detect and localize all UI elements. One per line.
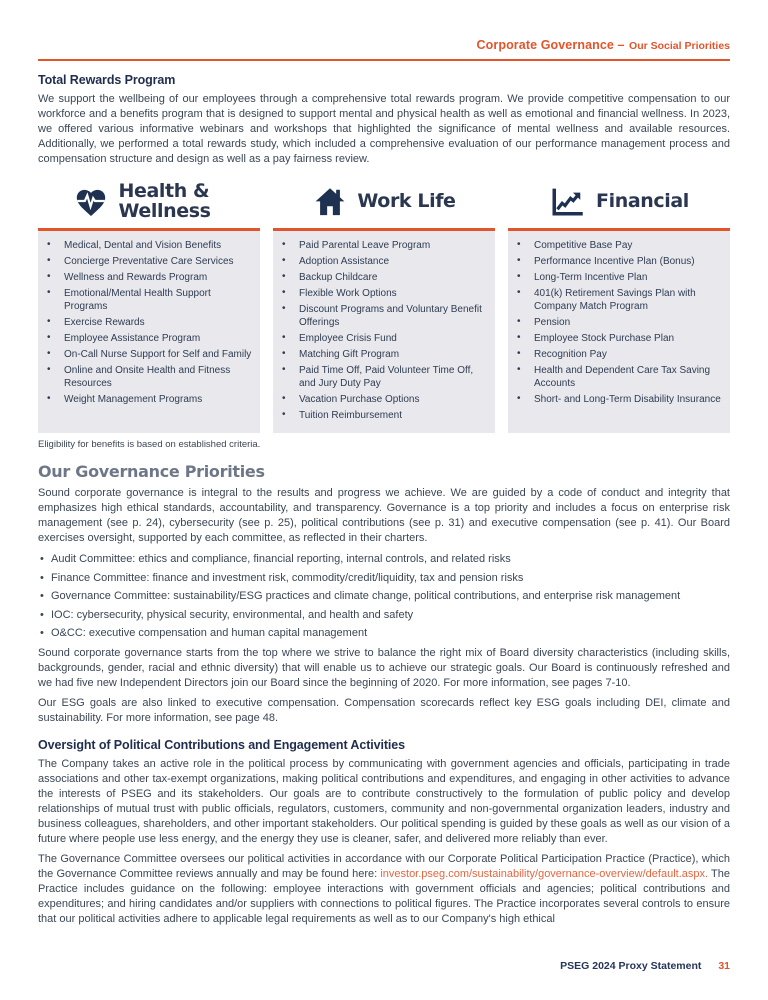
benefit-item: • Wellness and Rewards Program [42,271,254,284]
benefit-item: • Recognition Pay [512,348,724,361]
esg-goals-paragraph: Our ESG goals are also linked to executive compensation. Compensation scorecards reflect key ESG goals including DEI, climate and sustainability. For more information, see page 48. [38,697,730,724]
financial-list [512,239,724,406]
committee-bullet-list [38,552,730,641]
political-paragraph-1: The Company takes an active role in the political process by communicating with government agencies and officials, participating in trade associations and other tax-exempt organizations, making political contributions and expenditures, and engaging in other activities to advance the interests of PSEG and its stakeholders. Our goals are to contribute constructively to the formulation of public policy and develop relationships of mutual trust with public officials, regulators, customers, community and non-governmental organization leaders, industry and business colleagues, shareholders, and other important stakeholders. Our political spending is guided by these goals as well as our vision of a future where people use less energy, and the energy they use is cleaner, safer, and delivered more reliably than ever. [38,758,730,845]
health-wellness-header [38,177,260,225]
benefit-item: • Discount Programs and Voluntary Benefit Offerings [277,303,489,329]
running-header [38,36,730,61]
total-rewards-paragraph: We support the wellbeing of our employees through a comprehensive total rewards program. We provide competitive compensation to our workforce and a benefits program that is designed to support mental and physical health as well as emotional and financial wellness. In 2023, we offered various informative webinars and workshops that highlighted the significance of mental wellness and available resources. Additionally, we performed a total rewards study, which included a comprehensive evaluation of our performance management process and compensation structure and design as well as a pay fairness review. [38,93,730,165]
governance-intro-paragraph: Sound corporate governance is integral to the results and progress we achieve. We are guided by a code of conduct and integrity that emphasizes high ethical standards, accountability, and transparency. Governance is a top priority and includes a focus on enterprise risk management (see p. 24), cybersecurity (see p. 25), political contributions (see p. 31) and executive compensation (see p. 41). Our Board exercises oversight, supported by each committee, as reflected in their charters. [38,487,730,544]
health-wellness-box [38,228,260,433]
benefit-item: • Backup Childcare [277,271,489,284]
benefit-item: • Medical, Dental and Vision Benefits [42,239,254,252]
work-life-box [273,228,495,433]
benefit-item: • Adoption Assistance [277,255,489,268]
benefit-item: • Performance Incentive Plan (Bonus) [512,255,724,268]
political-paragraph-2-post: The Practice includes guidance on the following: employee interactions with government officials and agencies; political contributions and expenditures; and hiring candidates and/or suppliers with connections to political figures. The Practice incorporates several controls to ensure that our political activities adhere to applicable legal requirements as well as to our Company's high ethical [38,868,730,925]
work-life-title: Work Life [357,190,456,212]
benefit-item: • Emotional/Mental Health Support Programs [42,287,254,313]
benefit-item: • Health and Dependent Care Tax Saving Accounts [512,364,724,390]
heart-pulse-icon [72,184,110,218]
financial-box [508,228,730,433]
committee-item: • Governance Committee: sustainability/ESG practices and climate change, political contributions, and enterprise risk management [38,589,730,604]
benefit-item: • Short- and Long-Term Disability Insurance [512,393,724,406]
benefit-item: • Long-Term Incentive Plan [512,271,724,284]
health-wellness-title: Health & Wellness [118,180,211,222]
committee-item: • IOC: cybersecurity, physical security, environmental, and health and safety [38,608,730,623]
benefit-item: • Matching Gift Program [277,348,489,361]
benefits-column-financial [508,177,730,433]
benefit-item: • Pension [512,316,724,329]
benefit-item: • Flexible Work Options [277,287,489,300]
benefit-item: • On-Call Nurse Support for Self and Family [42,348,254,361]
benefit-item: • Vacation Purchase Options [277,393,489,406]
house-icon [312,185,348,218]
health-wellness-list [42,239,254,406]
benefit-item: • Tuition Reimbursement [277,409,489,422]
political-contributions-heading: Oversight of Political Contributions and Engagement Activities [38,738,405,752]
benefit-item: • Paid Time Off, Paid Volunteer Time Off, and Jury Duty Pay [277,364,489,390]
financial-header [508,177,730,225]
benefit-item: • 401(k) Retirement Savings Plan with Company Match Program [512,287,724,313]
governance-priorities-heading: Our Governance Priorities [38,462,265,481]
benefit-item: • Employee Stock Purchase Plan [512,332,724,345]
benefit-item: • Concierge Preventative Care Services [42,255,254,268]
work-life-header [273,177,495,225]
benefit-item: • Employee Assistance Program [42,332,254,345]
total-rewards-heading: Total Rewards Program [38,73,176,87]
footer-document-title: PSEG 2024 Proxy Statement [560,960,702,972]
eligibility-note: Eligibility for benefits is based on established criteria. [38,439,261,450]
benefit-item: • Paid Parental Leave Program [277,239,489,252]
header-subsection-title: Our Social Priorities [629,40,730,52]
benefit-item: • Employee Crisis Fund [277,332,489,345]
governance-overview-link[interactable]: investor.pseg.com/sustainability/governance-overview/default.aspx. [380,868,709,880]
financial-title: Financial [596,190,689,212]
benefits-columns [38,177,730,433]
trend-up-chart-icon [549,185,587,218]
political-paragraph-2-pre: The Governance Committee oversees our political activities in accordance with our Corporate Political Participation Practice (Practice), which the Governance Committee reviews annually and may be found here: [38,853,730,880]
benefit-item: • Weight Management Programs [42,393,254,406]
benefit-item: • Exercise Rewards [42,316,254,329]
benefits-column-work-life [273,177,495,433]
header-section-title: Corporate Governance – [476,38,625,52]
political-paragraph-2 [38,852,730,927]
board-diversity-paragraph: Sound corporate governance starts from the top where we strive to balance the right mix of Board diversity characteristics (including skills, backgrounds, gender, racial and ethnic diversity) that will enable us to achieve our strategic goals. Our Board is continuously refreshed and we had five new Independent Directors join our Board since the beginning of 2020. For more information, see pages 7-10. [38,647,730,689]
benefits-column-health-wellness [38,177,260,433]
committee-item: • Finance Committee: finance and investment risk, commodity/credit/liquidity, tax and pension risks [38,571,730,586]
benefit-item: • Competitive Base Pay [512,239,724,252]
page-footer [560,960,730,972]
committee-item: • Audit Committee: ethics and compliance, financial reporting, internal controls, and related risks [38,552,730,567]
benefit-item: • Online and Onsite Health and Fitness Resources [42,364,254,390]
page-number: 31 [718,960,730,972]
work-life-list [277,239,489,422]
committee-item: • O&CC: executive compensation and human capital management [38,626,730,641]
